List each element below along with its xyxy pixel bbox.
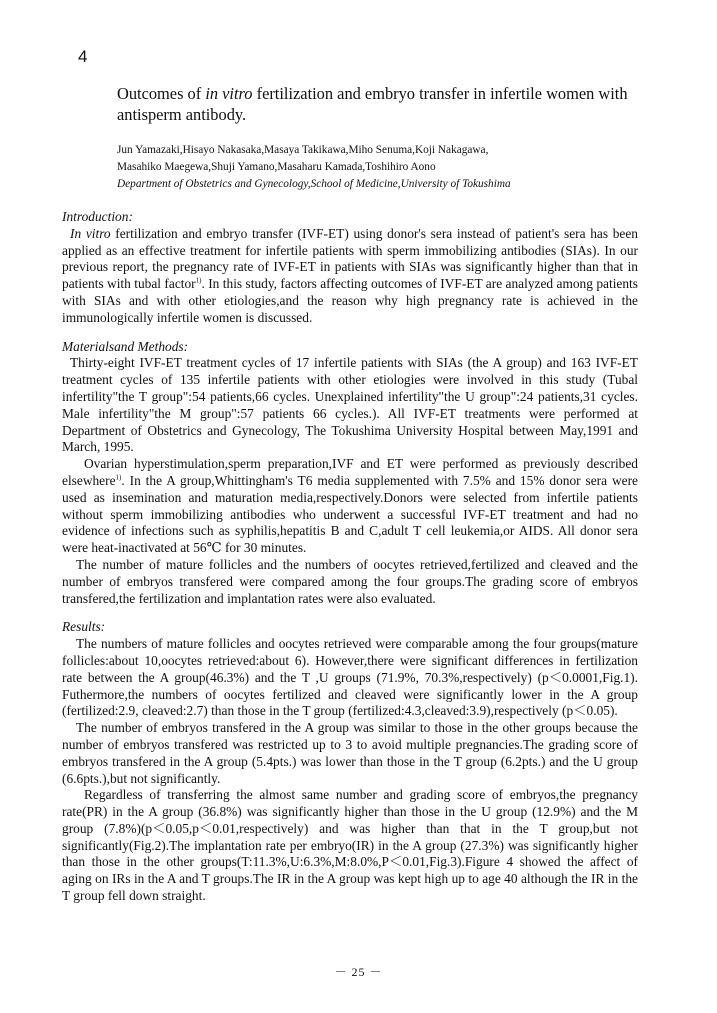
- paper-body: [62, 209, 638, 905]
- intro-text-b: . In this study, factors affecting outcomes of IVF-ET are analyzed among patients with SIAs and with other etiologies,and the reason why high pregnancy rate is achieved in the immunologically infertile women is discussed.: [62, 276, 638, 325]
- title-italic: in vitro: [205, 84, 253, 103]
- results-paragraph-2: The number of embryos transfered in the A group was similar to those in the other groups because the number of embryos transfered was restricted up to 3 to avoid multiple pregnancies.The grading score of embryos transfered in the A group (5.4pts.) was lower than those in the T group (6.2pts.) and the U group (6.6pts.),but not significantly.: [62, 720, 638, 786]
- intro-ref: 1): [195, 276, 202, 285]
- intro-italic: In vitro: [70, 225, 111, 241]
- affiliation: Department of Obstetrics and Gynecology,School of Medicine,University of Tokushima: [117, 178, 511, 190]
- results-heading: Results:: [62, 619, 106, 635]
- methods-p2-a: Ovarian hyperstimulation,sperm preparation,IVF and ET were performed as previously described elsewhere: [62, 456, 638, 488]
- paper-title: [117, 83, 657, 125]
- methods-p2-b: . In the A group,Whittingham's T6 media supplemented with 7.5% and 15% donor sera were used as insemination and maturation media,respectively.Donors were selected from infertile patients without sperm immobilizing antibodies who underwent a successful IVF-ET treatment and had no evidence of infections such as syphilis,hepatitis B and C,adult T cell leukemia,or AIDS. All donor sera were heat-inactivated at 56℃ for 30 minutes.: [62, 472, 638, 556]
- methods-paragraph-1: Thirty-eight IVF-ET treatment cycles of 17 infertile patients with SIAs (the A group) and 163 IVF-ET treatment cycles of 135 infertile patients with other etiologies were involved in this study (Tubal infertility"the T group":54 patients,66 cycles. Unexplained infertility"the U group":24 patients,31 cycles. Male infertility"the M group":57 patients 66 cycles.). All IVF-ET treatments were performed at Department of Obstetrics and Gynecology, The Tokushima University Hospital between May,1991 and March, 1995.: [62, 355, 638, 455]
- title-suffix: fertilization and embryo transfer in infertile women with antisperm antibody.: [117, 84, 628, 124]
- introduction-paragraph: [62, 226, 638, 327]
- intro-text-a: fertilization and embryo transfer (IVF-ET) using donor's sera instead of patient's sera has been applied as an effective treatment for infertile patients with sperm immobilizing antibodies (SIAs). In our previous report, the pregnancy rate of IVF-ET in patients with SIAs was significantly higher than that in patients with tubal factor: [62, 225, 638, 292]
- results-paragraph-1: The numbers of mature follicles and oocytes retrieved were comparable among the four groups(mature follicles:about 10,oocytes retrieved:about 6). However,there were significant differences in fertilization rate between the A group(46.3%) and the T ,U groups (71.9%, 70.3%,respectively) (p＜0.0001,Fig.1). Futhermore,the numbers of oocytes fertilized and cleaved were significantly lower in the A group (fertilized:2.9, cleaved:2.7) than those in the T group (fertilized:4.3,cleaved:3.9),respectively (p＜0.05).: [62, 636, 638, 719]
- introduction-heading: Introduction:: [62, 209, 133, 224]
- authors-line-1: Jun Yamazaki,Hisayo Nakasaka,Masaya Takikawa,Miho Senuma,Koji Nakagawa,: [117, 144, 489, 156]
- chapter-number: 4: [78, 47, 88, 66]
- methods-heading: Materialsand Methods:: [62, 338, 189, 354]
- methods-ref: 1): [115, 473, 122, 482]
- methods-paragraph-2: [62, 456, 638, 557]
- author-block: [117, 142, 657, 193]
- results-paragraph-3: Regardless of transferring the almost same number and grading score of embryos,the pregnancy rate(PR) in the A group (36.8%) was significantly higher than those in the U group (12.9%) and the M group (7.8%)(p＜0.05,p＜0.01,respectively) and was higher than that in the T group,but not significantly(Fig.2).The implantation rate per embryo(IR) in the A group (27.3%) was significantly higher than those in the other groups(T:11.3%,U:6.3%,M:8.0%,P＜0.01,Fig.3).Figure 4 showed the affect of aging on IRs in the A and T groups.The IR in the A group was kept high up to age 40 although the IR in the T group fell down straight.: [62, 787, 638, 904]
- authors-line-2: Masahiko Maegewa,Shuji Yamano,Masaharu Kamada,Toshihiro Aono: [117, 161, 436, 173]
- methods-paragraph-3: The number of mature follicles and the numbers of oocytes retrieved,fertilized and cleaved and the number of embryos transfered were compared among the four groups.The grading score of embryos transfered,the fertilization and implantation rates were also evaluated.: [62, 556, 638, 606]
- page-footer-number: － 25 －: [334, 965, 383, 979]
- title-prefix: Outcomes of: [117, 84, 206, 103]
